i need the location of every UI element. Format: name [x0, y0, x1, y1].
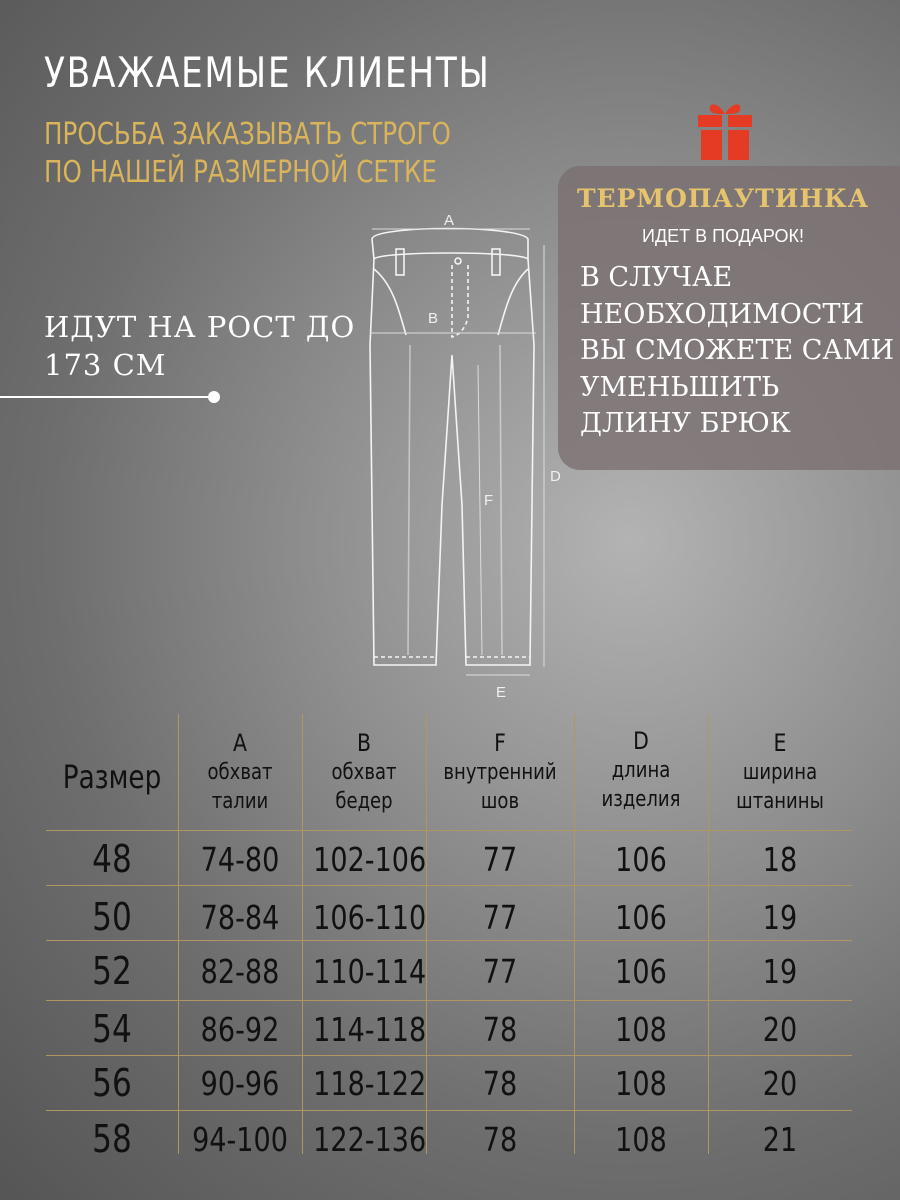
hips-cell: 106-110: [313, 898, 427, 937]
column-letter: E: [773, 729, 787, 757]
size-cell: 52: [92, 949, 132, 993]
waist-cell: 94-100: [192, 1120, 288, 1159]
column-header-b: [302, 714, 426, 830]
leg-width-cell: 18: [762, 840, 798, 879]
size-cell: 54: [92, 1007, 132, 1051]
column-line: изделия: [601, 787, 681, 812]
column-letter: A: [233, 729, 247, 757]
column-line: внутренний: [443, 760, 557, 785]
size-cell: 48: [92, 837, 132, 881]
column-header-a: [178, 714, 302, 830]
height-note-line-1: ИДУТ НА РОСТ ДО: [44, 310, 356, 344]
column-letter: F: [494, 729, 506, 757]
promo-body-line: В СЛУЧАЕ: [580, 262, 733, 293]
length-cell: 108: [615, 1120, 667, 1159]
column-line: шов: [480, 789, 520, 814]
hips-cell: 118-122: [313, 1064, 427, 1103]
waist-cell: 86-92: [200, 1010, 280, 1049]
table-row: [46, 944, 852, 999]
diagram-label-a: A: [444, 212, 455, 229]
hips-cell: 110-114: [313, 952, 427, 991]
column-line: талии: [211, 789, 269, 814]
height-pointer-line: [0, 396, 214, 398]
waist-cell: 90-96: [200, 1064, 280, 1103]
gift-icon: [696, 100, 754, 162]
hips-cell: 102-106: [313, 840, 427, 879]
diagram-label-d: D: [550, 468, 561, 485]
inseam-cell: 77: [482, 840, 518, 879]
promo-body-line: ДЛИНУ БРЮК: [580, 408, 791, 439]
row-divider: [46, 1000, 852, 1001]
length-cell: 108: [615, 1010, 667, 1049]
hips-cell: 122-136: [313, 1120, 427, 1159]
table-row: [46, 832, 852, 887]
column-header-f: [426, 714, 574, 830]
column-line: длина: [611, 758, 671, 783]
promo-card: [558, 166, 900, 470]
column-line: обхват: [207, 760, 273, 785]
size-cell: 50: [92, 895, 132, 939]
column-line: штанины: [736, 789, 824, 814]
waist-cell: 74-80: [200, 840, 280, 879]
diagram-label-f: F: [484, 492, 494, 509]
size-column-header: Размер: [62, 758, 162, 796]
diagram-label-e: E: [496, 684, 507, 701]
promo-body-line: ВЫ СМОЖЕТЕ САМИ: [580, 335, 895, 366]
table-row: [46, 1056, 852, 1111]
leg-width-cell: 20: [762, 1010, 798, 1049]
table-row: [46, 890, 852, 945]
inseam-cell: 78: [482, 1120, 518, 1159]
table-row: [46, 1002, 852, 1057]
table-row: [46, 1112, 852, 1167]
promo-title: ТЕРМОПАУТИНКА: [576, 184, 870, 213]
leg-width-cell: 19: [762, 898, 798, 937]
inseam-cell: 78: [482, 1010, 518, 1049]
hips-cell: 114-118: [313, 1010, 427, 1049]
column-line: обхват: [331, 760, 397, 785]
column-letter: D: [633, 727, 649, 755]
subtitle-line-1: ПРОСЬБА ЗАКАЗЫВАТЬ СТРОГО: [44, 117, 451, 152]
leg-width-cell: 21: [762, 1120, 798, 1159]
length-cell: 106: [615, 952, 667, 991]
length-cell: 108: [615, 1064, 667, 1103]
height-pointer-dot: [208, 391, 220, 403]
height-note: [44, 308, 355, 384]
promo-body-line: УМЕНЬШИТЬ: [580, 371, 780, 403]
size-cell: 56: [92, 1061, 132, 1105]
waist-cell: 82-88: [200, 952, 280, 991]
inseam-cell: 77: [482, 898, 518, 937]
page-subtitle: [44, 116, 451, 192]
column-header-d: [574, 714, 708, 830]
inseam-cell: 77: [482, 952, 518, 991]
column-header-e: [708, 714, 852, 830]
page-title: УВАЖАЕМЫЕ КЛИЕНТЫ: [44, 48, 491, 97]
column-letter: B: [357, 729, 371, 757]
promo-subtitle: ИДЕТ В ПОДАРОК!: [642, 226, 804, 246]
waist-cell: 78-84: [200, 898, 280, 937]
column-line: бедер: [335, 789, 393, 814]
promo-body-line: НЕОБХОДИМОСТИ: [580, 298, 865, 330]
height-note-line-2: 173 СМ: [44, 348, 167, 382]
length-cell: 106: [615, 840, 667, 879]
subtitle-line-2: ПО НАШЕЙ РАЗМЕРНОЙ СЕТКЕ: [44, 155, 437, 190]
length-cell: 106: [615, 898, 667, 937]
size-cell: 58: [92, 1117, 132, 1161]
column-line: ширина: [742, 760, 818, 785]
diagram-label-b: B: [428, 310, 439, 327]
row-divider: [46, 830, 852, 831]
promo-body: [580, 260, 894, 443]
leg-width-cell: 20: [762, 1064, 798, 1103]
inseam-cell: 78: [482, 1064, 518, 1103]
pants-diagram: [350, 205, 580, 705]
leg-width-cell: 19: [762, 952, 798, 991]
